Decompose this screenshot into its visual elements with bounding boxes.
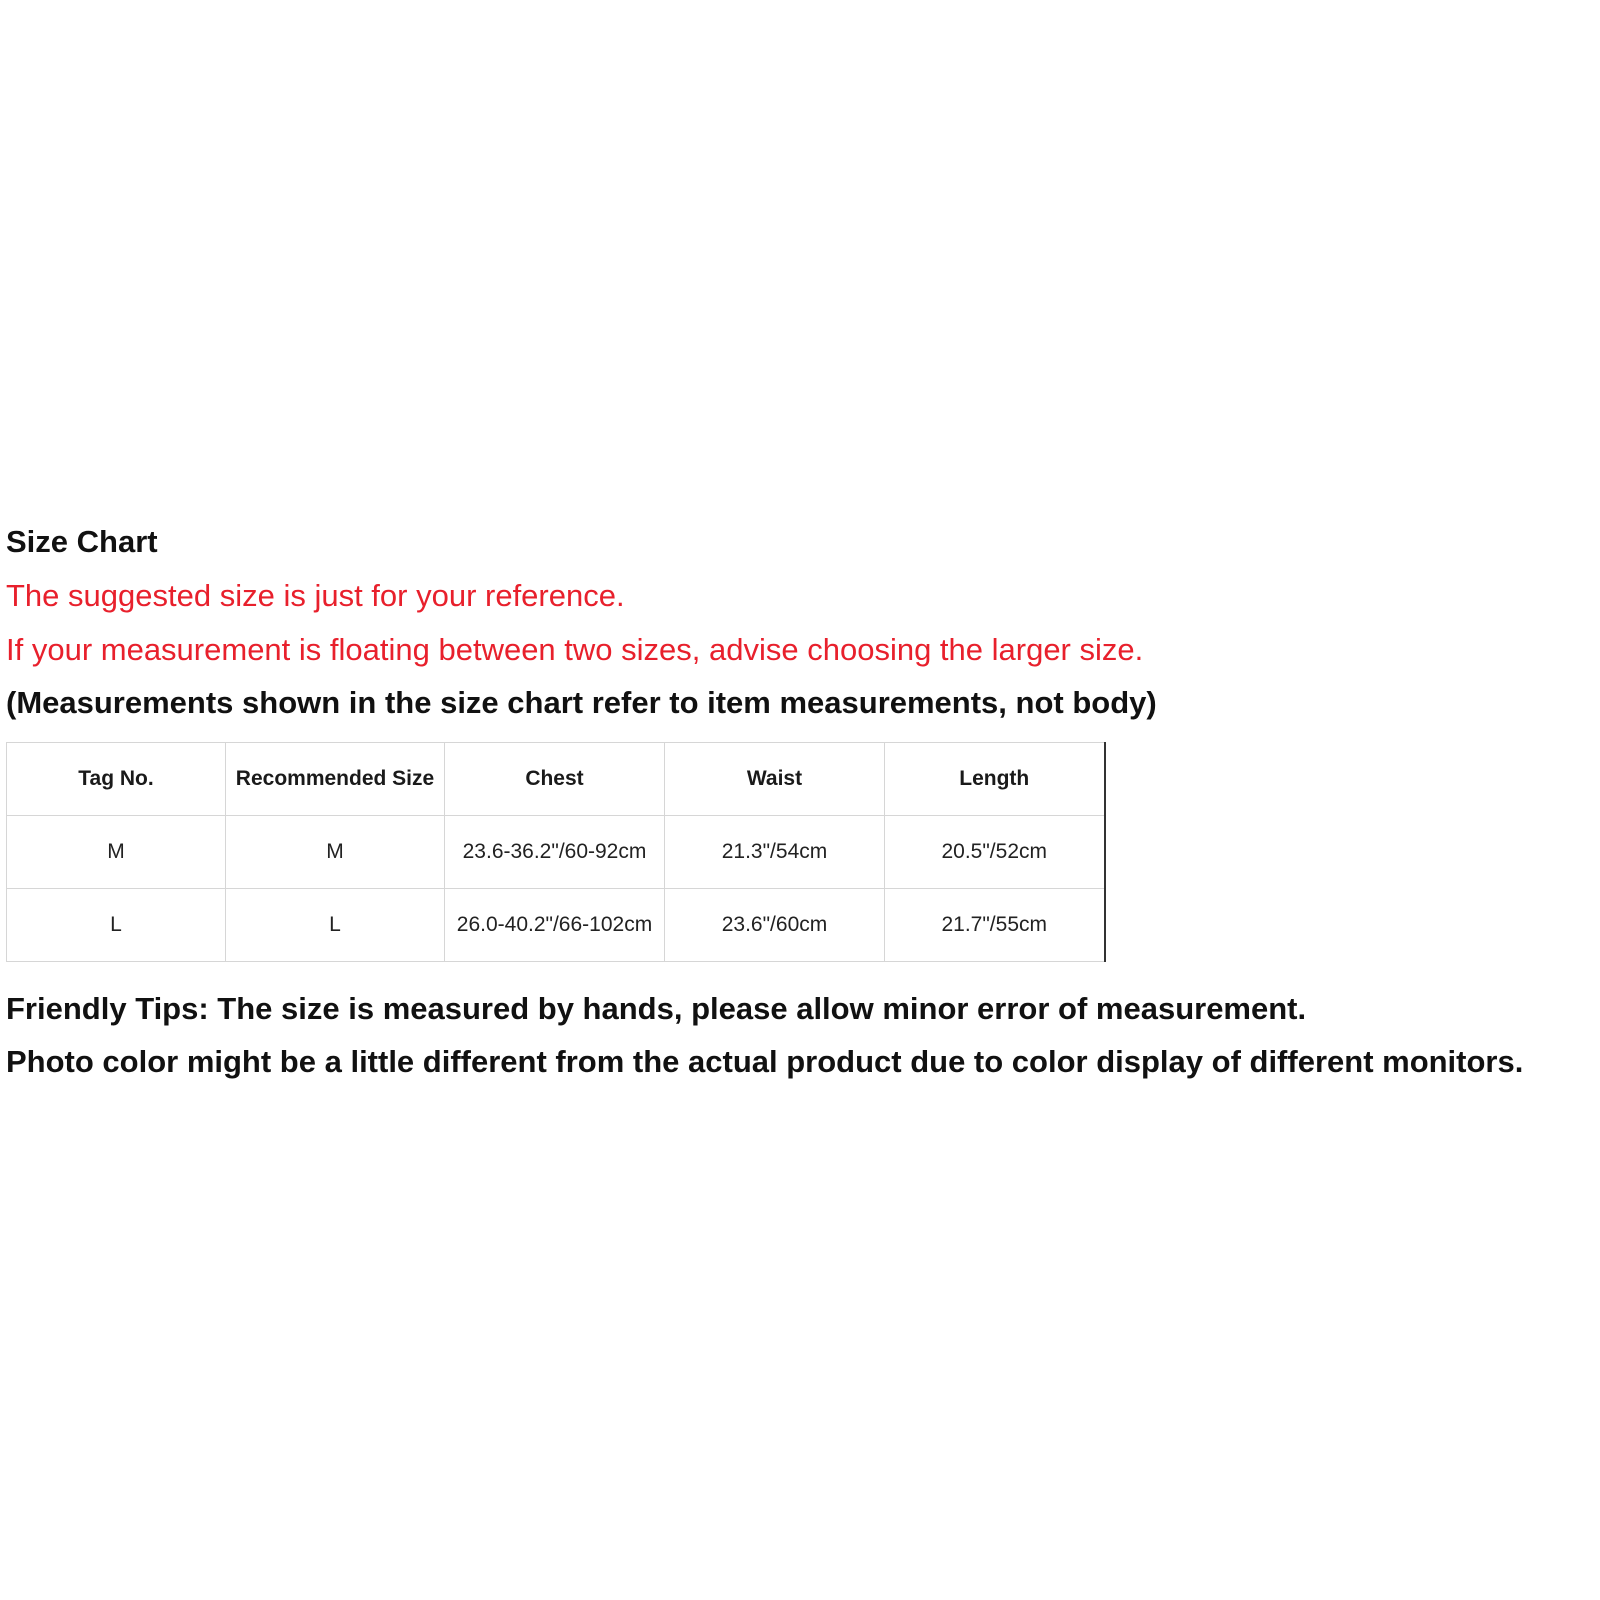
- cell-chest: 26.0-40.2"/66-102cm: [445, 889, 665, 962]
- cell-tag-no: M: [7, 816, 226, 889]
- header-recommended-size: Recommended Size: [226, 743, 445, 816]
- header-tag-no: Tag No.: [7, 743, 226, 816]
- larger-size-advice: If your measurement is floating between two sizes, advise choosing the larger size.: [6, 632, 1144, 667]
- cell-recommended-size: M: [226, 816, 445, 889]
- cell-length: 20.5"/52cm: [885, 816, 1105, 889]
- table-header-row: [7, 743, 1105, 816]
- cell-tag-no: L: [7, 889, 226, 962]
- cell-waist: 23.6"/60cm: [665, 889, 885, 962]
- header-length: Length: [885, 743, 1105, 816]
- cell-chest: 23.6-36.2"/60-92cm: [445, 816, 665, 889]
- friendly-tip-color: Photo color might be a little different from the actual product due to color display of different monitors.: [6, 1044, 1524, 1079]
- header-waist: Waist: [665, 743, 885, 816]
- size-table: [6, 742, 1106, 962]
- friendly-tip-measurement: Friendly Tips: The size is measured by hands, please allow minor error of measurement.: [6, 991, 1307, 1026]
- cell-recommended-size: L: [226, 889, 445, 962]
- table-row: [7, 889, 1105, 962]
- measurement-disclaimer: (Measurements shown in the size chart refer to item measurements, not body): [6, 685, 1157, 720]
- table-row: [7, 816, 1105, 889]
- reference-note: The suggested size is just for your reference.: [6, 578, 625, 613]
- cell-waist: 21.3"/54cm: [665, 816, 885, 889]
- header-chest: Chest: [445, 743, 665, 816]
- cell-length: 21.7"/55cm: [885, 889, 1105, 962]
- size-chart-title: Size Chart: [6, 524, 158, 559]
